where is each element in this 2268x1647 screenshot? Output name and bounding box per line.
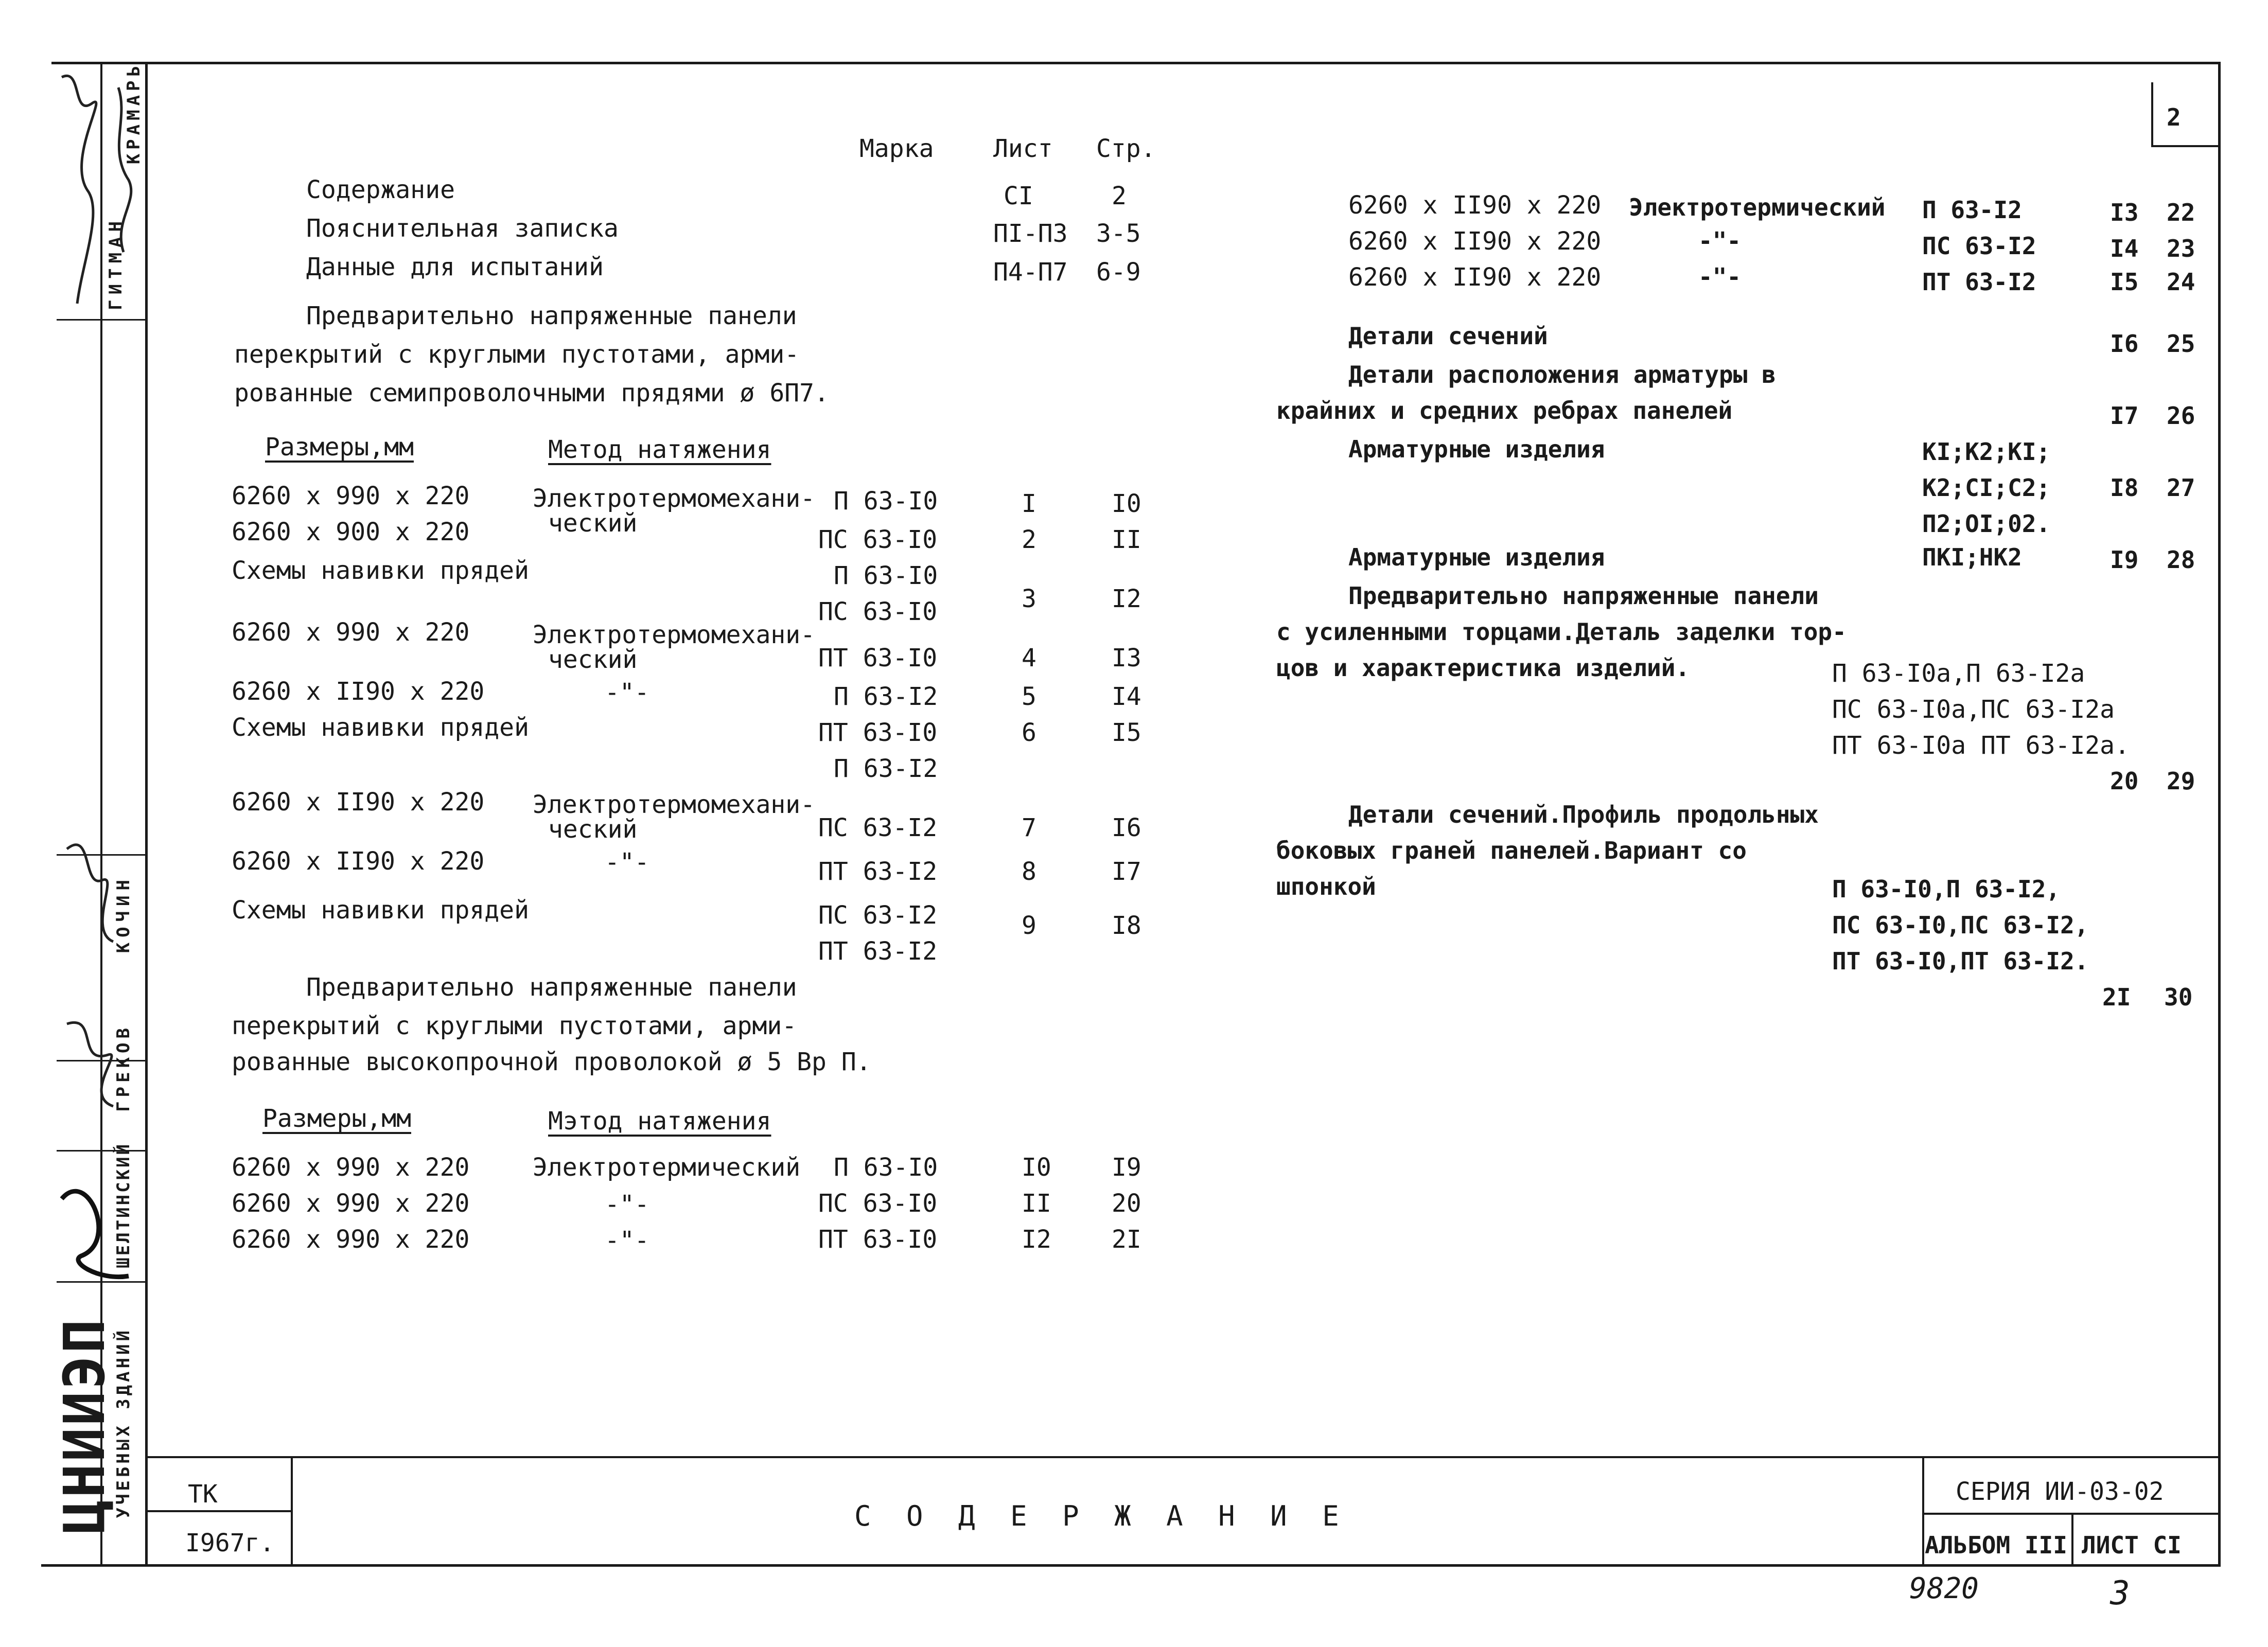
strip-org: ЦНИИЭП — [51, 1317, 117, 1534]
s1-row5-page: I5 — [1112, 718, 1141, 747]
s2-row1-sheet: II — [1022, 1189, 1051, 1218]
s1-row1-size: 6260 x 900 x 220 — [232, 518, 470, 546]
s1-intro-0: Предварительно напряженные панели — [306, 302, 797, 330]
r-items1-title: Арматурные изделия — [1348, 435, 1605, 463]
r-items2-sheet: I9 — [2110, 546, 2139, 574]
r-ends-sheet: 20 — [2110, 767, 2139, 795]
s1-row8-sheet: 9 — [1022, 911, 1036, 940]
s1-row0-size: 6260 x 990 x 220 — [232, 482, 470, 510]
s1-row7-size: 6260 x II90 x 220 — [232, 847, 485, 876]
s1-row1-mark: ПС 63-I0 — [818, 525, 938, 554]
s1-row5-mark2: П 63-I2 — [834, 754, 938, 783]
r-profile-sheet: 2I — [2102, 983, 2131, 1011]
r-row2-sheet: I5 — [2110, 268, 2139, 296]
r-row1-page: 23 — [2167, 235, 2195, 262]
tb-sheet: ЛИСТ СI — [2082, 1531, 2182, 1559]
s1-row2-sheet: 3 — [1022, 585, 1036, 613]
r-profile-line2: шпонкой — [1276, 873, 1376, 900]
s2-row2-mark: ПТ 63-I0 — [818, 1225, 938, 1254]
r-row2-page: 24 — [2167, 268, 2195, 296]
signatures — [51, 57, 149, 1312]
r-items1-page: 27 — [2167, 474, 2195, 502]
tb-album: АЛЬБОМ III — [1925, 1531, 2067, 1559]
tb-right-sub — [2071, 1513, 2073, 1565]
s2-row0-size: 6260 x 990 x 220 — [232, 1153, 470, 1182]
s1-row0-mark: П 63-I0 — [834, 487, 938, 516]
strip-name-kramar: КРАМАРЬ — [124, 62, 144, 165]
header-page: Стр. — [1096, 134, 1156, 163]
r-profile-line1: боковых граней панелей.Вариант со — [1276, 837, 1747, 864]
r-items2-marks: ПКI;НК2 — [1922, 543, 2022, 571]
s1-row6-size: 6260 x II90 x 220 — [232, 788, 485, 817]
s1-row4-page: I4 — [1112, 682, 1141, 711]
toc-title-2: Данные для испытаний — [306, 253, 604, 281]
tb-right-mid — [1922, 1513, 2220, 1515]
s1-row4-size: 6260 x II90 x 220 — [232, 677, 485, 706]
r-profile-mark2: ПТ 63-I0,ПТ 63-I2. — [1832, 947, 2089, 975]
s2-row0-sheet: I0 — [1022, 1153, 1051, 1182]
s1-row6-method: Электротермомехани- — [533, 790, 816, 819]
note-number: 9820 — [1909, 1572, 1979, 1605]
s2-intro-0: Предварительно напряженные панели — [306, 973, 797, 1002]
s1-row5-title: Схемы навивки прядей — [232, 713, 529, 742]
r-ends-mark1: ПС 63-I0а,ПС 63-I2а — [1832, 695, 2115, 724]
s2-row1-mark: ПС 63-I0 — [818, 1189, 938, 1218]
s2-intro-2: рованные высокопрочной проволокой ø 5 Вр П. — [232, 1048, 871, 1076]
r-ends-line1: с усиленными торцами.Деталь заделки тор- — [1276, 618, 1847, 646]
s1-row1-page: II — [1112, 525, 1141, 554]
strip-name-grekov: ГРЕКОВ — [113, 1024, 134, 1112]
toc-page-2: 6-9 — [1096, 258, 1141, 287]
r-items1-sheet: I8 — [2110, 474, 2139, 502]
r-sections-sheet: I6 — [2110, 330, 2139, 358]
s1-row7-method: -"- — [605, 848, 649, 877]
s1-row8-mark2: ПТ 63-I2 — [818, 937, 938, 966]
r-items2-title: Арматурные изделия — [1348, 543, 1605, 571]
s2-intro-1: перекрытий с круглыми пустотами, арми- — [232, 1012, 797, 1040]
s1-row3-mark: ПТ 63-I0 — [818, 644, 938, 672]
r-ends-line2: цов и характеристика изделий. — [1276, 654, 1690, 682]
s2-row0-mark: П 63-I0 — [834, 1153, 938, 1182]
r-items1-mark2: П2;ОI;02. — [1922, 510, 2051, 538]
s1-row6-mark: ПС 63-I2 — [818, 813, 938, 842]
r-profile-line0: Детали сечений.Профиль продольных — [1348, 801, 1819, 828]
r-reinf-line2: крайних и средних ребрах панелей — [1276, 397, 1733, 424]
r-ends-mark2: ПТ 63-I0а ПТ 63-I2а. — [1832, 731, 2130, 760]
r-row1-sheet: I4 — [2110, 235, 2139, 262]
s1-row4-sheet: 5 — [1022, 682, 1036, 711]
s1-col-size: Размеры,мм — [265, 433, 414, 462]
r-row0-size: 6260 x II90 x 220 — [1348, 191, 1602, 220]
s1-row5-sheet: 6 — [1022, 718, 1036, 747]
r-items1-mark1: К2;СI;С2; — [1922, 474, 2051, 502]
frame-top — [51, 62, 2221, 64]
s2-row1-method: -"- — [605, 1190, 649, 1219]
s1-row6-method2: ческий — [548, 815, 638, 844]
r-profile-mark1: ПС 63-I0,ПС 63-I2, — [1832, 911, 2089, 939]
s1-row3-page: I3 — [1112, 644, 1141, 672]
toc-sheet-2: П4-П7 — [993, 258, 1068, 287]
r-reinf-line1: Детали расположения арматуры в — [1348, 361, 1776, 388]
s2-row2-method: -"- — [605, 1226, 649, 1255]
header-sheet: Лист — [993, 134, 1053, 163]
s1-row7-sheet: 8 — [1022, 857, 1036, 886]
r-row1-mark: ПС 63-I2 — [1922, 232, 2036, 260]
s2-row0-method: Электротермический — [533, 1153, 801, 1182]
s1-row8-page: I8 — [1112, 911, 1141, 940]
s1-row0-method: Электротермомехани- — [533, 484, 816, 513]
r-sections-page: 25 — [2167, 330, 2195, 358]
tb-code: ТК — [188, 1480, 218, 1509]
r-profile-mark0: П 63-I0,П 63-I2, — [1832, 875, 2061, 903]
page-number: 2 — [2167, 103, 2181, 131]
frame-right — [2218, 62, 2221, 1567]
r-reinf-sheet: I7 — [2110, 402, 2139, 430]
r-ends-page: 29 — [2167, 767, 2195, 795]
tb-title: С О Д Е Р Ж А Н И Е — [854, 1500, 1348, 1532]
s1-row2-title: Схемы навивки прядей — [232, 556, 529, 585]
s1-row6-sheet: 7 — [1022, 813, 1036, 842]
tb-left-mid — [145, 1510, 292, 1512]
s1-row8-mark: ПС 63-I2 — [818, 901, 938, 930]
toc-page-1: 3-5 — [1096, 219, 1141, 248]
s1-row2-mark2: ПС 63-I0 — [818, 597, 938, 626]
s1-row7-mark: ПТ 63-I2 — [818, 857, 938, 886]
s1-row2-mark: П 63-I0 — [834, 561, 938, 590]
r-row1-size: 6260 x II90 x 220 — [1348, 227, 1602, 256]
strip-name-kochin: КОЧИН — [113, 875, 134, 953]
r-row2-size: 6260 x II90 x 220 — [1348, 263, 1602, 292]
tb-top — [145, 1456, 2219, 1458]
pagebox-bottom — [2151, 145, 2221, 147]
s1-row0-page: I0 — [1112, 489, 1141, 518]
s2-row2-page: 2I — [1112, 1225, 1141, 1254]
tb-year: I967г. — [185, 1529, 275, 1557]
r-row0-page: 22 — [2167, 199, 2195, 226]
s1-row0-method2: ческий — [548, 509, 638, 538]
r-ends-line0: Предварительно напряженные панели — [1348, 582, 1819, 610]
s2-row1-page: 20 — [1112, 1189, 1141, 1218]
s1-row5-mark: ПТ 63-I0 — [818, 718, 938, 747]
s2-col-method: Мэтод натяжения — [548, 1107, 771, 1136]
tb-right-div — [1922, 1456, 1924, 1565]
s1-row4-method: -"- — [605, 678, 649, 707]
s1-row7-page: I7 — [1112, 857, 1141, 886]
r-items2-page: 28 — [2167, 546, 2195, 574]
toc-sheet-1: ПI-П3 — [993, 219, 1068, 248]
s1-intro-2: рованные семипроволочными прядями ø 6П7. — [234, 379, 829, 408]
r-reinf-page: 26 — [2167, 402, 2195, 430]
note-page: 3 — [2110, 1574, 2130, 1613]
strip-name-sheltinsky: ШЕЛТИНСКИЙ — [113, 1142, 134, 1268]
toc-page-0: 2 — [1112, 182, 1127, 210]
s1-row3-size: 6260 x 990 x 220 — [232, 618, 470, 647]
r-row2-method: -"- — [1698, 263, 1742, 291]
s2-row2-sheet: I2 — [1022, 1225, 1051, 1254]
s1-row8-title: Схемы навивки прядей — [232, 896, 529, 925]
r-profile-page: 30 — [2164, 983, 2193, 1011]
s2-row2-size: 6260 x 990 x 220 — [232, 1225, 470, 1254]
r-row0-sheet: I3 — [2110, 199, 2139, 226]
r-sections-title: Детали сечений — [1348, 322, 1548, 350]
header-mark: Марка — [859, 134, 934, 163]
toc-title-1: Пояснительная записка — [306, 214, 619, 243]
toc-sheet-0: СI — [1004, 182, 1033, 210]
s2-row1-size: 6260 x 990 x 220 — [232, 1189, 470, 1218]
tb-series: СЕРИЯ ИИ-03-02 — [1956, 1477, 2164, 1506]
s1-row3-sheet: 4 — [1022, 644, 1036, 672]
toc-title-0: Содержание — [306, 175, 455, 204]
frame-bottom — [41, 1564, 2221, 1567]
s1-row3-method: Электротермомехани- — [533, 621, 816, 649]
strip-org-sub: УЧЕБНЫХ ЗДАНИЙ — [113, 1327, 134, 1518]
r-items1-mark0: КI;К2;КI; — [1922, 438, 2051, 466]
s1-row2-page: I2 — [1112, 585, 1141, 613]
pagebox-left — [2151, 82, 2153, 147]
r-ends-mark0: П 63-I0а,П 63-I2а — [1832, 659, 2085, 688]
s2-col-size: Размеры,мм — [262, 1104, 411, 1133]
s1-row3-method2: ческий — [548, 645, 638, 674]
s1-row1-sheet: 2 — [1022, 525, 1036, 554]
s1-col-method: Метод натяжения — [548, 435, 771, 464]
r-row2-mark: ПТ 63-I2 — [1922, 268, 2036, 296]
r-row1-method: -"- — [1698, 227, 1742, 255]
s1-row6-page: I6 — [1112, 813, 1141, 842]
s1-row0-sheet: I — [1022, 489, 1036, 518]
strip-name-gitman: ГИТМАН — [106, 216, 126, 310]
s1-row4-mark: П 63-I2 — [834, 682, 938, 711]
r-row0-mark: П 63-I2 — [1922, 196, 2022, 224]
s1-intro-1: перекрытий с круглыми пустотами, арми- — [234, 340, 800, 369]
r-row0-method: Электротермический — [1629, 193, 1886, 221]
s2-row0-page: I9 — [1112, 1153, 1141, 1182]
